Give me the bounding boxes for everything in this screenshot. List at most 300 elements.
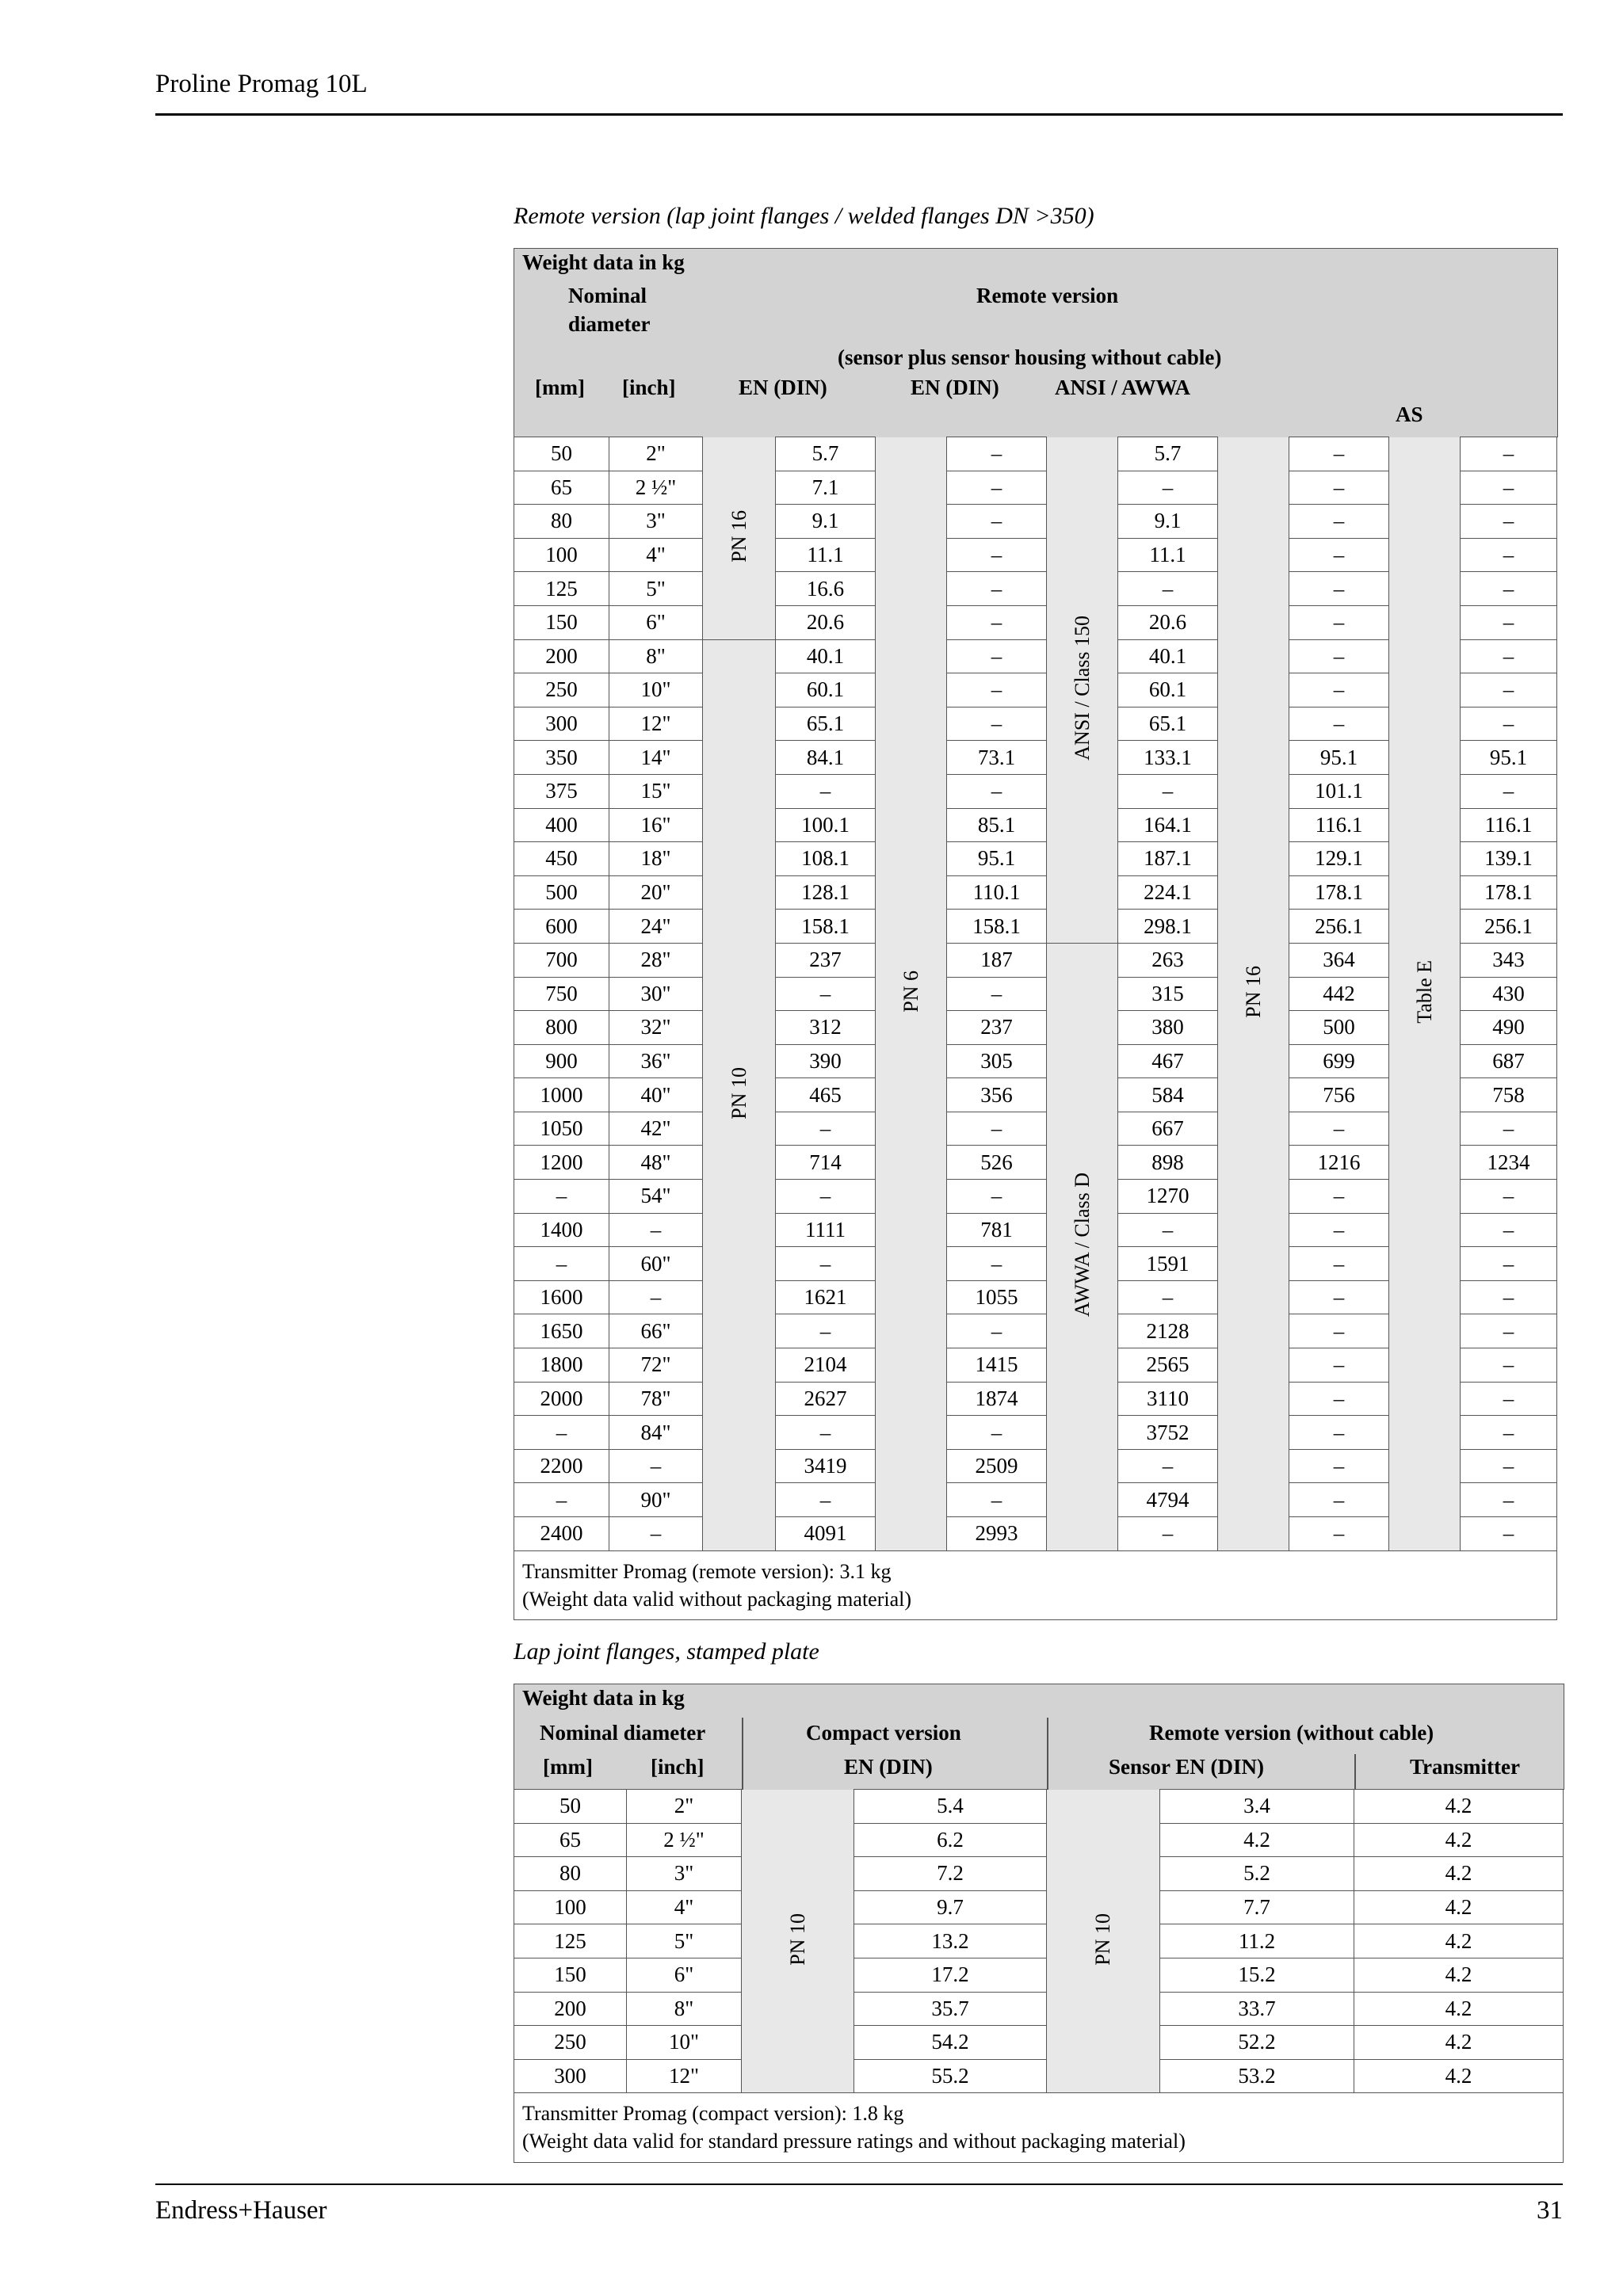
cell-as-table-e: 256.1 bbox=[1461, 910, 1557, 944]
cell-mm: 50 bbox=[514, 437, 609, 471]
cell-transmitter: 4.2 bbox=[1354, 1790, 1564, 1824]
col-sensor-en-din: Sensor EN (DIN) bbox=[1109, 1755, 1265, 1779]
cell-ansi-awwa: – bbox=[1118, 1517, 1218, 1551]
cell-ansi-awwa: 584 bbox=[1118, 1078, 1218, 1112]
group-pn10 bbox=[703, 639, 776, 1550]
cell-as-table-e: 430 bbox=[1461, 977, 1557, 1011]
cell-ansi-awwa: 133.1 bbox=[1118, 741, 1218, 775]
cell-inch: 8" bbox=[609, 639, 703, 673]
diameter-label: diameter bbox=[568, 312, 651, 336]
cell-sensor-en-din: 33.7 bbox=[1160, 1992, 1354, 2026]
cell-as-pn16: – bbox=[1289, 1314, 1389, 1348]
cell-as-pn16: – bbox=[1289, 639, 1389, 673]
cell-inch: 3" bbox=[609, 505, 703, 539]
cell-en-din-1: 158.1 bbox=[776, 910, 876, 944]
cell-en-din-2: – bbox=[947, 1112, 1047, 1146]
cell-mm: 750 bbox=[514, 977, 609, 1011]
footer-brand: Endress+Hauser bbox=[155, 2196, 327, 2225]
cell-inch: 20" bbox=[609, 875, 703, 910]
cell-mm: 700 bbox=[514, 943, 609, 977]
cell-en-din-1: 108.1 bbox=[776, 842, 876, 876]
cell-mm: 125 bbox=[514, 1924, 627, 1958]
cell-ansi-awwa: 164.1 bbox=[1118, 808, 1218, 842]
cell-compact-en-din: 13.2 bbox=[854, 1924, 1047, 1958]
cell-en-din-1: 1111 bbox=[776, 1213, 876, 1247]
cell-sensor-en-din: 53.2 bbox=[1160, 2059, 1354, 2093]
document-title: Proline Promag 10L bbox=[155, 70, 368, 98]
cell-inch: – bbox=[609, 1517, 703, 1551]
group-pn10-text: PN 10 bbox=[727, 1066, 750, 1119]
cell-as-table-e: – bbox=[1461, 572, 1557, 606]
table-row bbox=[514, 2059, 1564, 2093]
cell-inch: 78" bbox=[609, 1382, 703, 1416]
col-inch: [inch] bbox=[622, 376, 676, 399]
cell-mm: 400 bbox=[514, 808, 609, 842]
cell-en-din-1: 5.7 bbox=[776, 437, 876, 471]
table-row bbox=[514, 1823, 1564, 1857]
cell-mm: – bbox=[514, 1483, 609, 1517]
cell-mm: 125 bbox=[514, 572, 609, 606]
remote-version-label: Remote version (without cable) bbox=[1149, 1721, 1434, 1745]
cell-en-din-2: – bbox=[947, 471, 1047, 505]
cell-ansi-awwa: 9.1 bbox=[1118, 505, 1218, 539]
pressure-rating-note: (Weight data valid for standard pressure ratings and without packaging material) bbox=[522, 2130, 1186, 2153]
cell-as-table-e: – bbox=[1461, 1314, 1557, 1348]
cell-ansi-awwa: 65.1 bbox=[1118, 707, 1218, 741]
cell-mm: 600 bbox=[514, 910, 609, 944]
cell-mm: 1200 bbox=[514, 1146, 609, 1180]
cell-en-din-1: 312 bbox=[776, 1011, 876, 1045]
cell-mm: 500 bbox=[514, 875, 609, 910]
group-compact-pn10-text: PN 10 bbox=[785, 1913, 809, 1966]
cell-en-din-2: – bbox=[947, 572, 1047, 606]
cell-mm: 65 bbox=[514, 1823, 627, 1857]
cell-en-din-1: 4091 bbox=[776, 1517, 876, 1551]
cell-ansi-awwa: 1591 bbox=[1118, 1247, 1218, 1281]
cell-inch: 6" bbox=[627, 1958, 742, 1992]
cell-en-din-2: 1055 bbox=[947, 1280, 1047, 1314]
cell-mm: 1050 bbox=[514, 1112, 609, 1146]
cell-mm: 150 bbox=[514, 1958, 627, 1992]
group-table-e-text: Table E bbox=[1412, 959, 1436, 1024]
cell-ansi-awwa: – bbox=[1118, 572, 1218, 606]
cell-en-din-2: – bbox=[947, 673, 1047, 707]
cell-inch: 60" bbox=[609, 1247, 703, 1281]
cell-inch: 32" bbox=[609, 1011, 703, 1045]
table1-caption: Remote version (lap joint flanges / welded flanges DN >350) bbox=[514, 203, 1094, 229]
cell-en-din-1: 7.1 bbox=[776, 471, 876, 505]
col-mm: [mm] bbox=[543, 1755, 593, 1779]
cell-inch: – bbox=[609, 1449, 703, 1483]
cell-inch: 42" bbox=[609, 1112, 703, 1146]
col-en-din-2: EN (DIN) bbox=[911, 376, 999, 399]
cell-en-din-2: – bbox=[947, 977, 1047, 1011]
table-row bbox=[514, 1924, 1564, 1958]
cell-inch: 2" bbox=[627, 1790, 742, 1824]
cell-inch: 14" bbox=[609, 741, 703, 775]
cell-as-pn16: 129.1 bbox=[1289, 842, 1389, 876]
nominal-diameter-label: Nominal diameter bbox=[540, 1721, 706, 1745]
cell-ansi-awwa: 2128 bbox=[1118, 1314, 1218, 1348]
cell-inch: 24" bbox=[609, 910, 703, 944]
cell-ansi-awwa: 11.1 bbox=[1118, 538, 1218, 572]
cell-en-din-2: 356 bbox=[947, 1078, 1047, 1112]
cell-sensor-en-din: 11.2 bbox=[1160, 1924, 1354, 1958]
table-row bbox=[514, 1857, 1564, 1891]
cell-en-din-2: 85.1 bbox=[947, 808, 1047, 842]
transmitter-weight-note: Transmitter Promag (compact version): 1.8 kg bbox=[522, 2102, 904, 2126]
cell-as-table-e: 95.1 bbox=[1461, 741, 1557, 775]
group-remote-pn10 bbox=[1047, 1790, 1160, 2093]
cell-as-pn16: 256.1 bbox=[1289, 910, 1389, 944]
cell-as-pn16: 500 bbox=[1289, 1011, 1389, 1045]
cell-as-table-e: – bbox=[1461, 1517, 1557, 1551]
sensor-note: (sensor plus sensor housing without cable) bbox=[838, 345, 1222, 369]
cell-mm: 1400 bbox=[514, 1213, 609, 1247]
cell-en-din-1: – bbox=[776, 1483, 876, 1517]
cell-inch: 5" bbox=[609, 572, 703, 606]
cell-inch: 90" bbox=[609, 1483, 703, 1517]
cell-ansi-awwa: 5.7 bbox=[1118, 437, 1218, 471]
cell-as-pn16: 756 bbox=[1289, 1078, 1389, 1112]
cell-en-din-2: 110.1 bbox=[947, 875, 1047, 910]
cell-ansi-awwa: 60.1 bbox=[1118, 673, 1218, 707]
cell-compact-en-din: 17.2 bbox=[854, 1958, 1047, 1992]
page-number: 31 bbox=[1537, 2196, 1563, 2225]
cell-as-table-e: – bbox=[1461, 505, 1557, 539]
cell-en-din-1: – bbox=[776, 1180, 876, 1214]
header-rule bbox=[155, 113, 1563, 116]
cell-en-din-2: – bbox=[947, 1314, 1047, 1348]
cell-mm: 350 bbox=[514, 741, 609, 775]
nominal-label: Nominal bbox=[568, 284, 647, 307]
cell-mm: 50 bbox=[514, 1790, 627, 1824]
cell-mm: 100 bbox=[514, 1890, 627, 1924]
cell-inch: 5" bbox=[627, 1924, 742, 1958]
group-ansi-class150 bbox=[1047, 437, 1118, 944]
cell-inch: 2" bbox=[609, 437, 703, 471]
cell-inch: 36" bbox=[609, 1044, 703, 1078]
cell-inch: – bbox=[609, 1280, 703, 1314]
cell-en-din-2: – bbox=[947, 639, 1047, 673]
cell-ansi-awwa: 40.1 bbox=[1118, 639, 1218, 673]
cell-en-din-1: 11.1 bbox=[776, 538, 876, 572]
cell-mm: 150 bbox=[514, 605, 609, 639]
cell-as-pn16: 699 bbox=[1289, 1044, 1389, 1078]
group-pn16-text: PN 16 bbox=[727, 509, 750, 563]
group-awwa-classd-text: AWWA / Class D bbox=[1070, 1173, 1094, 1318]
cell-as-pn16: – bbox=[1289, 1247, 1389, 1281]
cell-as-table-e: 1234 bbox=[1461, 1146, 1557, 1180]
cell-ansi-awwa: 315 bbox=[1118, 977, 1218, 1011]
cell-as-pn16: – bbox=[1289, 1348, 1389, 1383]
cell-as-pn16: – bbox=[1289, 1112, 1389, 1146]
cell-transmitter: 4.2 bbox=[1354, 1958, 1564, 1992]
cell-compact-en-din: 5.4 bbox=[854, 1790, 1047, 1824]
group-table-e bbox=[1389, 437, 1461, 1551]
cell-compact-en-din: 55.2 bbox=[854, 2059, 1047, 2093]
cell-as-pn16: – bbox=[1289, 1180, 1389, 1214]
cell-sensor-en-din: 15.2 bbox=[1160, 1958, 1354, 1992]
cell-en-din-2: – bbox=[947, 1483, 1047, 1517]
cell-as-pn16: 1216 bbox=[1289, 1146, 1389, 1180]
group-compact-pn10 bbox=[742, 1790, 854, 2093]
cell-mm: 250 bbox=[514, 2026, 627, 2060]
cell-inch: 66" bbox=[609, 1314, 703, 1348]
cell-ansi-awwa: – bbox=[1118, 471, 1218, 505]
cell-transmitter: 4.2 bbox=[1354, 2059, 1564, 2093]
cell-as-pn16: 442 bbox=[1289, 977, 1389, 1011]
cell-as-table-e: – bbox=[1461, 1382, 1557, 1416]
cell-en-din-2: 2509 bbox=[947, 1449, 1047, 1483]
cell-en-din-1: 9.1 bbox=[776, 505, 876, 539]
cell-ansi-awwa: – bbox=[1118, 1449, 1218, 1483]
cell-en-din-2: – bbox=[947, 1416, 1047, 1450]
cell-transmitter: 4.2 bbox=[1354, 2026, 1564, 2060]
cell-sensor-en-din: 4.2 bbox=[1160, 1823, 1354, 1857]
cell-as-table-e: 490 bbox=[1461, 1011, 1557, 1045]
cell-as-table-e: – bbox=[1461, 1213, 1557, 1247]
table-row bbox=[514, 1958, 1564, 1992]
cell-mm: 100 bbox=[514, 538, 609, 572]
cell-ansi-awwa: 1270 bbox=[1118, 1180, 1218, 1214]
group-pn16 bbox=[703, 437, 776, 640]
cell-inch: 4" bbox=[609, 538, 703, 572]
cell-as-table-e: – bbox=[1461, 471, 1557, 505]
cell-en-din-2: – bbox=[947, 605, 1047, 639]
cell-en-din-1: – bbox=[776, 1416, 876, 1450]
cell-en-din-2: – bbox=[947, 505, 1047, 539]
cell-en-din-2: 1415 bbox=[947, 1348, 1047, 1383]
cell-en-din-1: 128.1 bbox=[776, 875, 876, 910]
table2-header bbox=[514, 1684, 1564, 1790]
cell-as-table-e: – bbox=[1461, 1449, 1557, 1483]
cell-as-table-e: 343 bbox=[1461, 943, 1557, 977]
cell-as-table-e: – bbox=[1461, 673, 1557, 707]
cell-inch: 10" bbox=[627, 2026, 742, 2060]
cell-en-din-2: – bbox=[947, 1180, 1047, 1214]
table2-footnote bbox=[514, 2093, 1564, 2162]
cell-en-din-1: – bbox=[776, 977, 876, 1011]
cell-mm: 900 bbox=[514, 1044, 609, 1078]
cell-as-table-e: – bbox=[1461, 1416, 1557, 1450]
cell-as-pn16: 101.1 bbox=[1289, 774, 1389, 808]
cell-as-pn16: – bbox=[1289, 673, 1389, 707]
cell-transmitter: 4.2 bbox=[1354, 1992, 1564, 2026]
cell-en-din-2: 1874 bbox=[947, 1382, 1047, 1416]
cell-ansi-awwa: 20.6 bbox=[1118, 605, 1218, 639]
cell-as-table-e: – bbox=[1461, 1112, 1557, 1146]
cell-mm: 450 bbox=[514, 842, 609, 876]
cell-ansi-awwa: – bbox=[1118, 1213, 1218, 1247]
cell-ansi-awwa: 4794 bbox=[1118, 1483, 1218, 1517]
cell-transmitter: 4.2 bbox=[1354, 1823, 1564, 1857]
group-awwa-classd bbox=[1047, 943, 1118, 1550]
cell-compact-en-din: 6.2 bbox=[854, 1823, 1047, 1857]
cell-as-pn16: – bbox=[1289, 471, 1389, 505]
cell-as-table-e: – bbox=[1461, 1483, 1557, 1517]
group-pn6 bbox=[876, 437, 947, 1551]
cell-ansi-awwa: 263 bbox=[1118, 943, 1218, 977]
cell-as-pn16: 95.1 bbox=[1289, 741, 1389, 775]
col-mm: [mm] bbox=[535, 376, 585, 399]
cell-as-table-e: 139.1 bbox=[1461, 842, 1557, 876]
cell-mm: – bbox=[514, 1416, 609, 1450]
cell-as-pn16: – bbox=[1289, 1449, 1389, 1483]
cell-as-table-e: 178.1 bbox=[1461, 875, 1557, 910]
table-row bbox=[514, 1992, 1564, 2026]
cell-en-din-2: 526 bbox=[947, 1146, 1047, 1180]
group-as-pn16 bbox=[1218, 437, 1289, 1551]
cell-compact-en-din: 35.7 bbox=[854, 1992, 1047, 2026]
cell-en-din-1: 2627 bbox=[776, 1382, 876, 1416]
cell-inch: 6" bbox=[609, 605, 703, 639]
cell-as-table-e: 116.1 bbox=[1461, 808, 1557, 842]
cell-inch: 8" bbox=[627, 1992, 742, 2026]
weight-data-label: Weight data in kg bbox=[522, 250, 685, 274]
cell-ansi-awwa: 898 bbox=[1118, 1146, 1218, 1180]
cell-mm: 200 bbox=[514, 639, 609, 673]
cell-ansi-awwa: 3110 bbox=[1118, 1382, 1218, 1416]
cell-sensor-en-din: 7.7 bbox=[1160, 1890, 1354, 1924]
cell-sensor-en-din: 52.2 bbox=[1160, 2026, 1354, 2060]
cell-inch: 40" bbox=[609, 1078, 703, 1112]
weight-table-stamped-plate bbox=[514, 1789, 1564, 2163]
cell-as-pn16: – bbox=[1289, 1416, 1389, 1450]
cell-en-din-2: – bbox=[947, 774, 1047, 808]
cell-mm: 1000 bbox=[514, 1078, 609, 1112]
group-pn6-text: PN 6 bbox=[899, 971, 922, 1013]
cell-en-din-1: 65.1 bbox=[776, 707, 876, 741]
cell-as-pn16: – bbox=[1289, 1517, 1389, 1551]
cell-as-table-e: 687 bbox=[1461, 1044, 1557, 1078]
cell-sensor-en-din: 5.2 bbox=[1160, 1857, 1354, 1891]
cell-en-din-2: 2993 bbox=[947, 1517, 1047, 1551]
cell-en-din-2: – bbox=[947, 437, 1047, 471]
cell-en-din-1: 84.1 bbox=[776, 741, 876, 775]
cell-en-din-2: 781 bbox=[947, 1213, 1047, 1247]
table-row bbox=[514, 1890, 1564, 1924]
cell-en-din-1: 20.6 bbox=[776, 605, 876, 639]
cell-en-din-2: 187 bbox=[947, 943, 1047, 977]
cell-en-din-2: 95.1 bbox=[947, 842, 1047, 876]
group-remote-pn10-text: PN 10 bbox=[1091, 1913, 1114, 1966]
col-as: AS bbox=[1396, 402, 1423, 426]
cell-as-table-e: – bbox=[1461, 1247, 1557, 1281]
cell-mm: – bbox=[514, 1247, 609, 1281]
cell-as-pn16: – bbox=[1289, 1280, 1389, 1314]
cell-ansi-awwa: 2565 bbox=[1118, 1348, 1218, 1383]
cell-mm: 1600 bbox=[514, 1280, 609, 1314]
cell-ansi-awwa: 298.1 bbox=[1118, 910, 1218, 944]
cell-en-din-1: 2104 bbox=[776, 1348, 876, 1383]
cell-mm: 300 bbox=[514, 2059, 627, 2093]
cell-en-din-1: 390 bbox=[776, 1044, 876, 1078]
cell-mm: 800 bbox=[514, 1011, 609, 1045]
cell-en-din-1: 40.1 bbox=[776, 639, 876, 673]
cell-en-din-2: 237 bbox=[947, 1011, 1047, 1045]
cell-compact-en-din: 7.2 bbox=[854, 1857, 1047, 1891]
cell-inch: 54" bbox=[609, 1180, 703, 1214]
cell-as-pn16: – bbox=[1289, 1483, 1389, 1517]
col-inch: [inch] bbox=[651, 1755, 705, 1779]
cell-inch: 84" bbox=[609, 1416, 703, 1450]
cell-inch: 15" bbox=[609, 774, 703, 808]
cell-en-din-2: – bbox=[947, 707, 1047, 741]
cell-mm: 65 bbox=[514, 471, 609, 505]
cell-as-table-e: – bbox=[1461, 707, 1557, 741]
cell-en-din-2: – bbox=[947, 1247, 1047, 1281]
cell-inch: 2 ½" bbox=[627, 1823, 742, 1857]
cell-as-table-e: 758 bbox=[1461, 1078, 1557, 1112]
cell-mm: 300 bbox=[514, 707, 609, 741]
cell-as-table-e: – bbox=[1461, 1180, 1557, 1214]
col-en-din: EN (DIN) bbox=[844, 1755, 933, 1779]
cell-inch: 3" bbox=[627, 1857, 742, 1891]
cell-compact-en-din: 9.7 bbox=[854, 1890, 1047, 1924]
cell-mm: 2200 bbox=[514, 1449, 609, 1483]
col-ansi-awwa: ANSI / AWWA bbox=[1055, 376, 1191, 399]
cell-transmitter: 4.2 bbox=[1354, 1890, 1564, 1924]
cell-inch: 12" bbox=[609, 707, 703, 741]
cell-ansi-awwa: – bbox=[1118, 774, 1218, 808]
cell-as-pn16: 178.1 bbox=[1289, 875, 1389, 910]
cell-en-din-1: – bbox=[776, 1314, 876, 1348]
table1-footnote bbox=[514, 1550, 1557, 1619]
cell-ansi-awwa: 467 bbox=[1118, 1044, 1218, 1078]
table-row bbox=[514, 2026, 1564, 2060]
cell-mm: 200 bbox=[514, 1992, 627, 2026]
table-row bbox=[514, 437, 1557, 471]
group-ansi-class150-text: ANSI / Class 150 bbox=[1070, 615, 1094, 761]
table1-header bbox=[514, 248, 1558, 437]
cell-as-pn16: 116.1 bbox=[1289, 808, 1389, 842]
cell-inch: 28" bbox=[609, 943, 703, 977]
cell-inch: 2 ½" bbox=[609, 471, 703, 505]
cell-inch: 48" bbox=[609, 1146, 703, 1180]
remote-version-label: Remote version bbox=[976, 284, 1119, 307]
transmitter-weight-note: Transmitter Promag (remote version): 3.1 kg bbox=[522, 1559, 892, 1583]
table-row bbox=[514, 1790, 1564, 1824]
cell-mm: 1650 bbox=[514, 1314, 609, 1348]
cell-as-table-e: – bbox=[1461, 437, 1557, 471]
cell-inch: 18" bbox=[609, 842, 703, 876]
cell-en-din-2: 158.1 bbox=[947, 910, 1047, 944]
cell-as-pn16: – bbox=[1289, 437, 1389, 471]
cell-inch: 30" bbox=[609, 977, 703, 1011]
cell-mm: 2000 bbox=[514, 1382, 609, 1416]
cell-as-pn16: – bbox=[1289, 707, 1389, 741]
cell-sensor-en-din: 3.4 bbox=[1160, 1790, 1354, 1824]
cell-en-din-2: 73.1 bbox=[947, 741, 1047, 775]
cell-mm: 375 bbox=[514, 774, 609, 808]
cell-as-pn16: – bbox=[1289, 572, 1389, 606]
cell-en-din-1: 100.1 bbox=[776, 808, 876, 842]
cell-inch: 12" bbox=[627, 2059, 742, 2093]
cell-as-table-e: – bbox=[1461, 605, 1557, 639]
cell-as-table-e: – bbox=[1461, 639, 1557, 673]
cell-as-pn16: – bbox=[1289, 605, 1389, 639]
cell-ansi-awwa: 224.1 bbox=[1118, 875, 1218, 910]
table2-caption: Lap joint flanges, stamped plate bbox=[514, 1638, 819, 1665]
cell-inch: – bbox=[609, 1213, 703, 1247]
cell-ansi-awwa: 187.1 bbox=[1118, 842, 1218, 876]
cell-en-din-1: – bbox=[776, 1112, 876, 1146]
cell-en-din-1: 60.1 bbox=[776, 673, 876, 707]
cell-ansi-awwa: 380 bbox=[1118, 1011, 1218, 1045]
footer-rule bbox=[155, 2183, 1563, 2185]
cell-transmitter: 4.2 bbox=[1354, 1857, 1564, 1891]
